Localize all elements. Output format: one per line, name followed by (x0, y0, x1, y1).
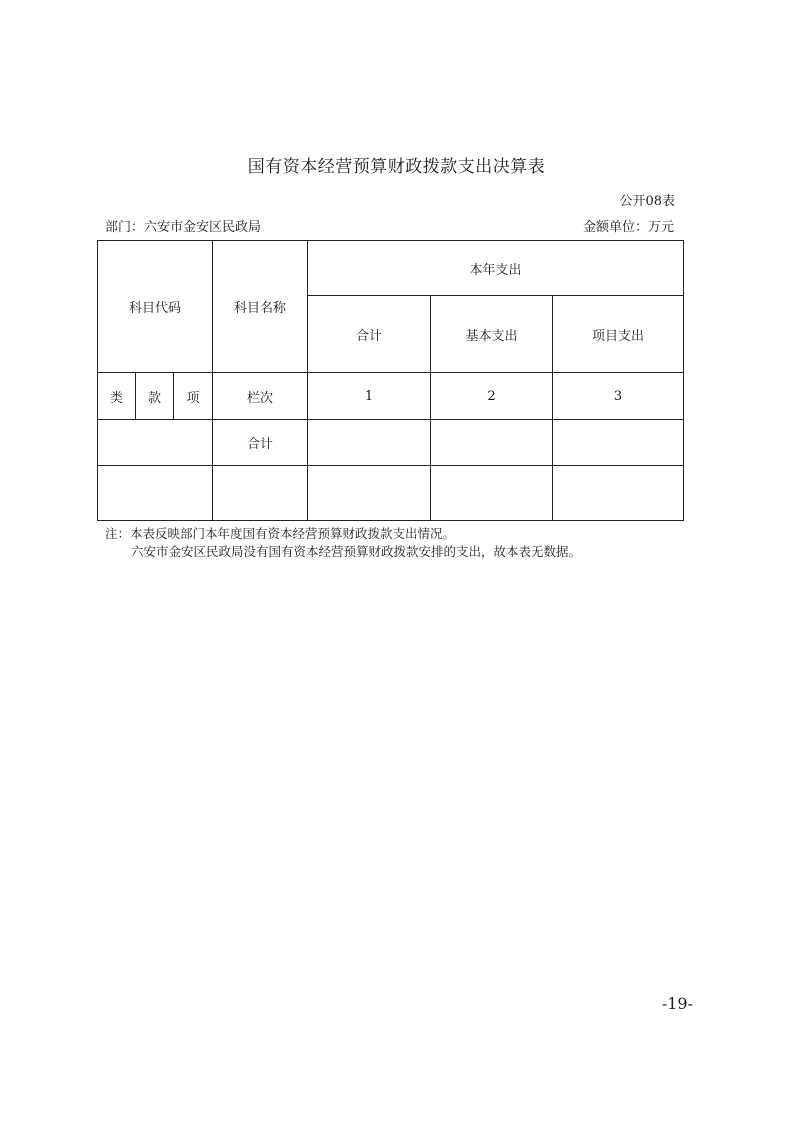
empty-row-name-cell (213, 466, 308, 521)
subject-code-header: 科目代码 (98, 241, 213, 373)
empty-row-basic-cell (431, 466, 553, 521)
column-3-index: 3 (553, 373, 684, 420)
total-row (98, 420, 684, 466)
total-row-code-cell (98, 420, 213, 466)
note-line-2: 六安市金安区民政局没有国有资本经营预算财政拨款安排的支出，故本表无数据。 (131, 544, 582, 559)
column-number-cell: 栏次 (213, 373, 308, 420)
column-2-index: 2 (431, 373, 553, 420)
form-number: 公开08表 (619, 194, 675, 209)
item-cell: 项 (174, 373, 213, 420)
empty-row (98, 466, 684, 521)
subject-name-header: 科目名称 (213, 241, 308, 373)
empty-row-total-cell (308, 466, 431, 521)
total-row-total-cell (308, 420, 431, 466)
empty-row-code-cell (98, 466, 213, 521)
note-line-1: 注：本表反映部门本年度国有资本经营预算财政拨款支出情况。 (105, 526, 456, 541)
current-year-expense-header: 本年支出 (308, 241, 684, 296)
total-row-label: 合计 (213, 420, 308, 466)
document-title: 国有资本经营预算财政拨款支出决算表 (247, 157, 546, 177)
empty-row-project-cell (553, 466, 684, 521)
department-label: 部门：六安市金安区民政局 (105, 220, 262, 235)
column-1-index: 1 (308, 373, 431, 420)
total-header: 合计 (308, 296, 431, 373)
section-cell: 款 (136, 373, 174, 420)
total-row-basic-cell (431, 420, 553, 466)
basic-expense-header: 基本支出 (431, 296, 553, 373)
expense-table (97, 240, 684, 521)
notes (105, 525, 581, 561)
total-row-project-cell (553, 420, 684, 466)
header-row-1 (98, 241, 684, 296)
amount-unit-label: 金额单位：万元 (582, 220, 674, 235)
project-expense-header: 项目支出 (553, 296, 684, 373)
page-number: -19- (661, 994, 693, 1013)
category-cell: 类 (98, 373, 136, 420)
index-row (98, 373, 684, 420)
